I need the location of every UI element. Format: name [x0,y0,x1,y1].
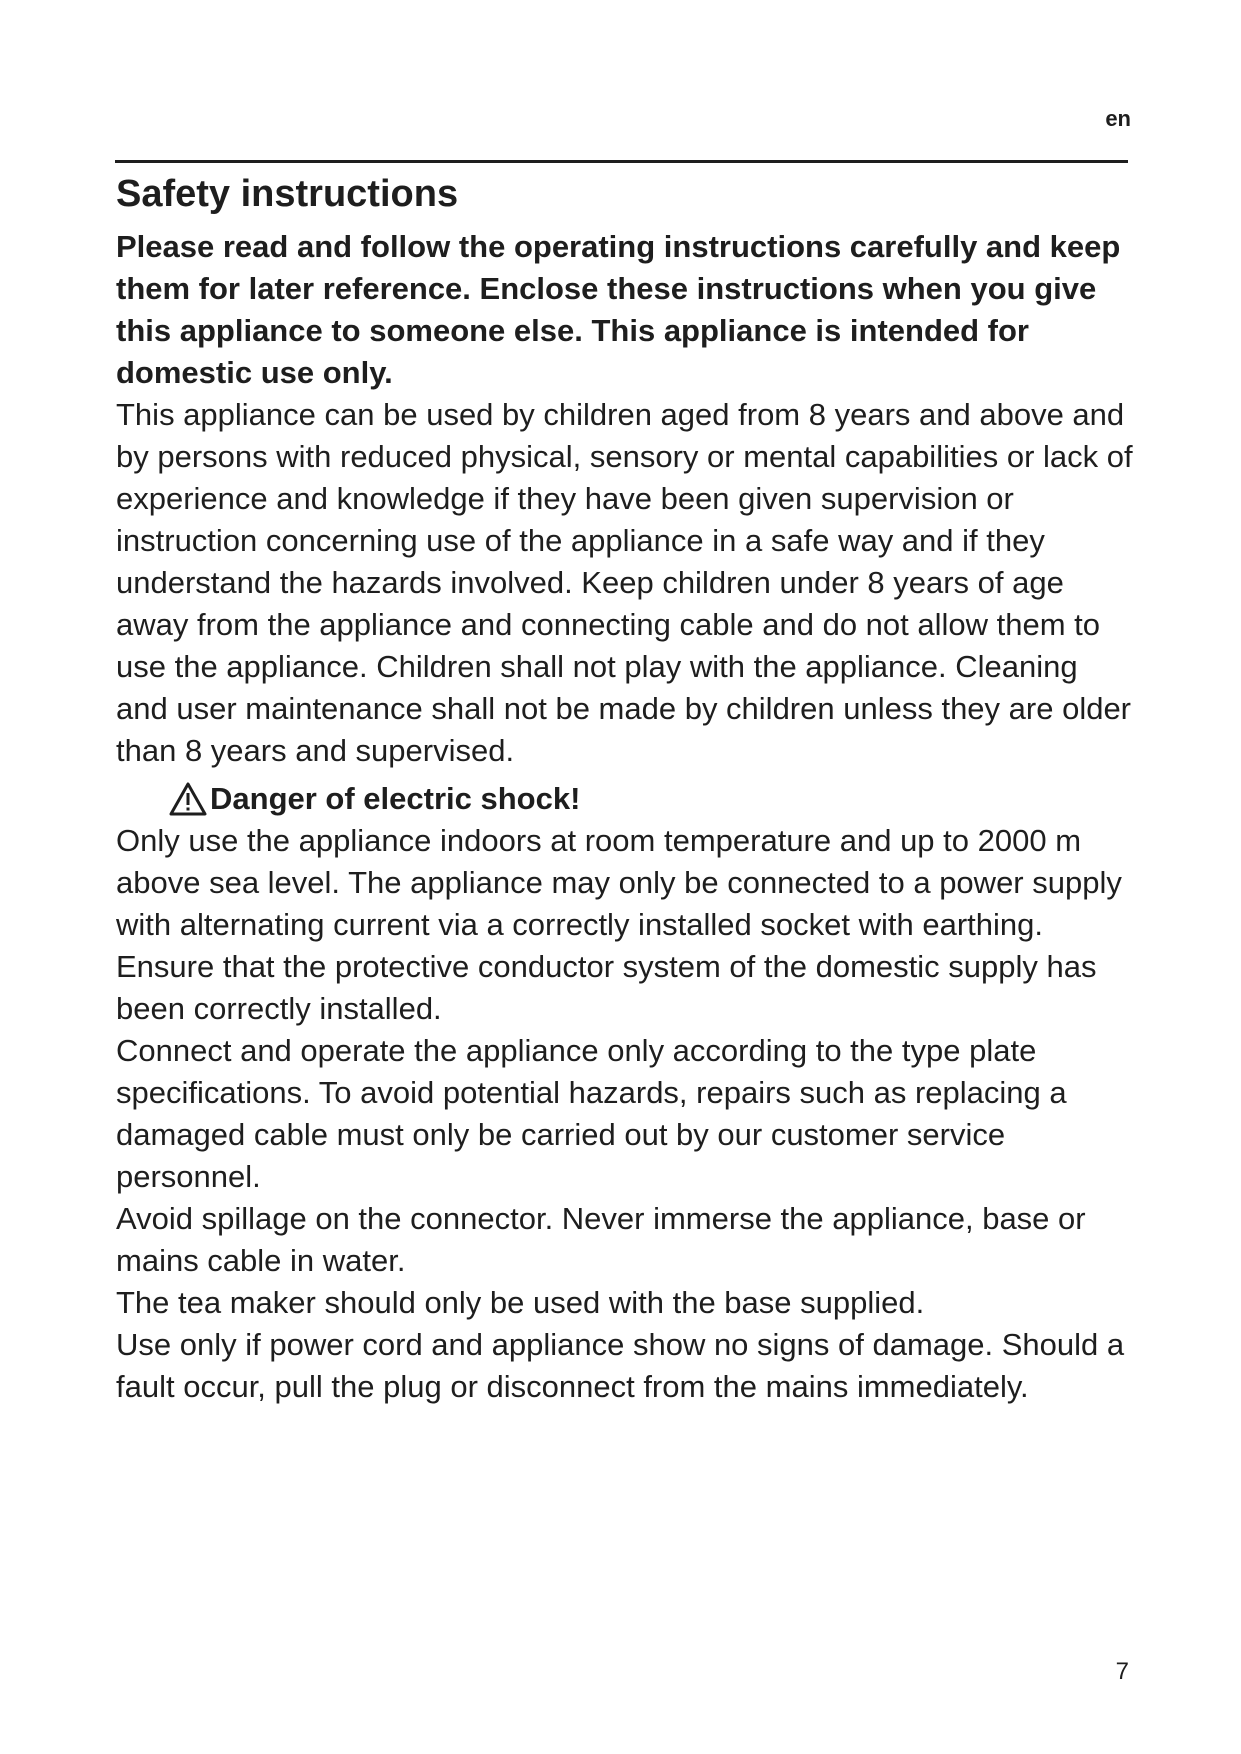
page-title: Safety instructions [116,173,459,215]
language-label: en [1105,106,1131,131]
page-content [116,168,1136,1408]
warning-paragraph: The tea maker should only be used with the base supplied. [116,1285,925,1320]
children-paragraph: This appliance can be used by children aged from 8 years and above and by persons with reduced physical, sensory or mental capabilities or lack of experience and knowledge if they have been given supervision or instruction concerning use of the appliance in a safe way and if they understand the hazards involved. Keep children under 8 years of age away from the appliance and connecting cable and do not allow them to use the appliance. Children shall not play with the appliance. Cleaning and user maintenance shall not be made by children unless they are older than 8 years and supervised. [116,397,1133,768]
warning-heading [168,778,1136,820]
warning-triangle-icon [168,781,208,817]
warning-paragraph: Connect and operate the appliance only according to the type plate specifications. To avoid potential hazards, repairs such as replacing a damaged cable must only be carried out by our customer service personnel. [116,1033,1067,1194]
warning-paragraph: Avoid spillage on the connector. Never immerse the appliance, base or mains cable in water. [116,1201,1086,1278]
warning-paragraph: Only use the appliance indoors at room temperature and up to 2000 m above sea level. The appliance may only be connected to a power supply with alternating current via a correctly installed socket with earthing. Ensure that the protective conductor system of the domestic supply has been correctly installed. [116,823,1122,1026]
warning-title: Danger of electric shock! [210,781,581,816]
warning-paragraph: Use only if power cord and appliance show no signs of damage. Should a fault occur, pull the plug or disconnect from the mains immediately. [116,1327,1125,1404]
intro-paragraph: Please read and follow the operating instructions carefully and keep them for later reference. Enclose these instructions when you give this appliance to someone else. This appliance is intended for domestic use only. [116,229,1121,390]
header-rule [115,160,1128,163]
page-number: 7 [1115,1658,1129,1685]
